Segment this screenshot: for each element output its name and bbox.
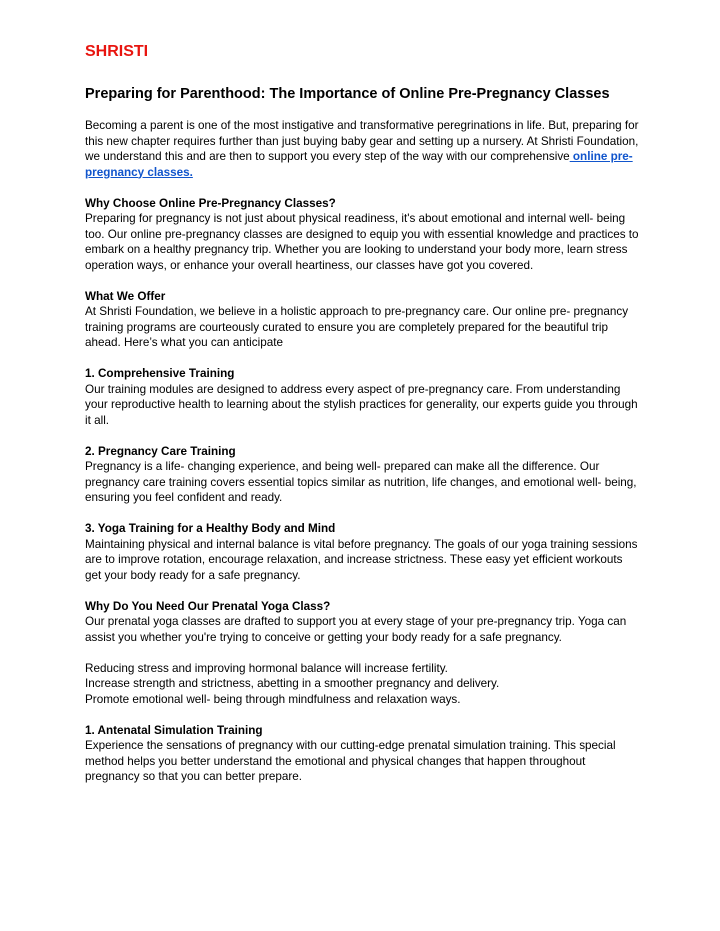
section-comprehensive-training [85, 366, 640, 428]
section-body: Preparing for pregnancy is not just about physical readiness, it's about emotional and internal well- being too. Our online pre-pregnancy classes are designed to equip you with essential knowledge and practices to embark on a healthy pregnancy trip. Whether you are looking to understand your body more, learn stress operation ways, or enhance your overall heartiness, our classes have got you covered. [85, 212, 639, 272]
section-why-choose [85, 196, 640, 274]
section-heading: 1. Comprehensive Training [85, 367, 235, 380]
section-yoga-training [85, 521, 640, 583]
benefit-item: Promote emotional well- being through mindfulness and relaxation ways. [85, 692, 461, 706]
section-body: Maintaining physical and internal balance is vital before pregnancy. The goals of our yoga training sessions are to improve rotation, encourage relaxation, and increase strictness. These easy yet efficient workouts get your body ready for a safe pregnancy. [85, 537, 638, 582]
section-heading: 3. Yoga Training for a Healthy Body and Mind [85, 522, 336, 535]
section-heading: Why Choose Online Pre-Pregnancy Classes? [85, 196, 336, 210]
section-heading: What We Offer [85, 289, 166, 303]
section-prenatal-yoga [85, 599, 640, 646]
document-title: Preparing for Parenthood: The Importance of Online Pre-Pregnancy Classes [85, 86, 610, 102]
section-body: Our training modules are designed to address every aspect of pre-pregnancy care. From understanding your reproductive health to learning about the stylish practices for generality, our experts guide you through it all. [85, 382, 638, 427]
section-body: Pregnancy is a life- changing experience, and being well- prepared can make all the difference. Our pregnancy care training covers essential topics similar as nutrition, life changes, and emotional well- being, ensuring you feel confident and ready. [85, 460, 637, 504]
document-body [85, 118, 640, 800]
benefit-item: Reducing stress and improving hormonal balance will increase fertility. [85, 661, 448, 675]
section-body: At Shristi Foundation, we believe in a holistic approach to pre-pregnancy care. Our online pre- pregnancy training programs are courteously curated to ensure you are completely prepared for the beautiful trip ahead. Here’s what you can anticipate [85, 305, 629, 349]
section-what-we-offer [85, 289, 640, 351]
brand-name: SHRISTI [85, 43, 149, 60]
benefits-list [85, 661, 640, 708]
section-body: Experience the sensations of pregnancy with our cutting-edge prenatal simulation training. This special method helps you better understand the emotional and physical changes that happen throughout pregnancy so that you can better prepare. [85, 739, 616, 783]
benefit-item: Increase strength and strictness, abetting in a smoother pregnancy and delivery. [85, 677, 500, 690]
intro-paragraph [85, 118, 640, 180]
section-heading: 2. Pregnancy Care Training [85, 444, 236, 458]
section-heading: Why Do You Need Our Prenatal Yoga Class? [85, 599, 331, 613]
intro-text: Becoming a parent is one of the most instigative and transformative peregrinations in life. But, preparing for this new chapter requires further than just buying baby gear and setting up a nursery. At Shristi Foundation, we understand this and are then to support you every step of the way with our comprehensive [85, 119, 639, 163]
section-body: Our prenatal yoga classes are drafted to support you at every stage of your pre-pregnancy trip. Yoga can assist you whether you're trying to conceive or getting your body ready for a safe pregnancy. [85, 615, 627, 644]
section-heading: 1. Antenatal Simulation Training [85, 723, 263, 737]
section-pregnancy-care-training [85, 444, 640, 506]
section-antenatal-simulation [85, 723, 640, 785]
online-classes-link[interactable]: online pre-pregnancy classes. [85, 150, 633, 179]
